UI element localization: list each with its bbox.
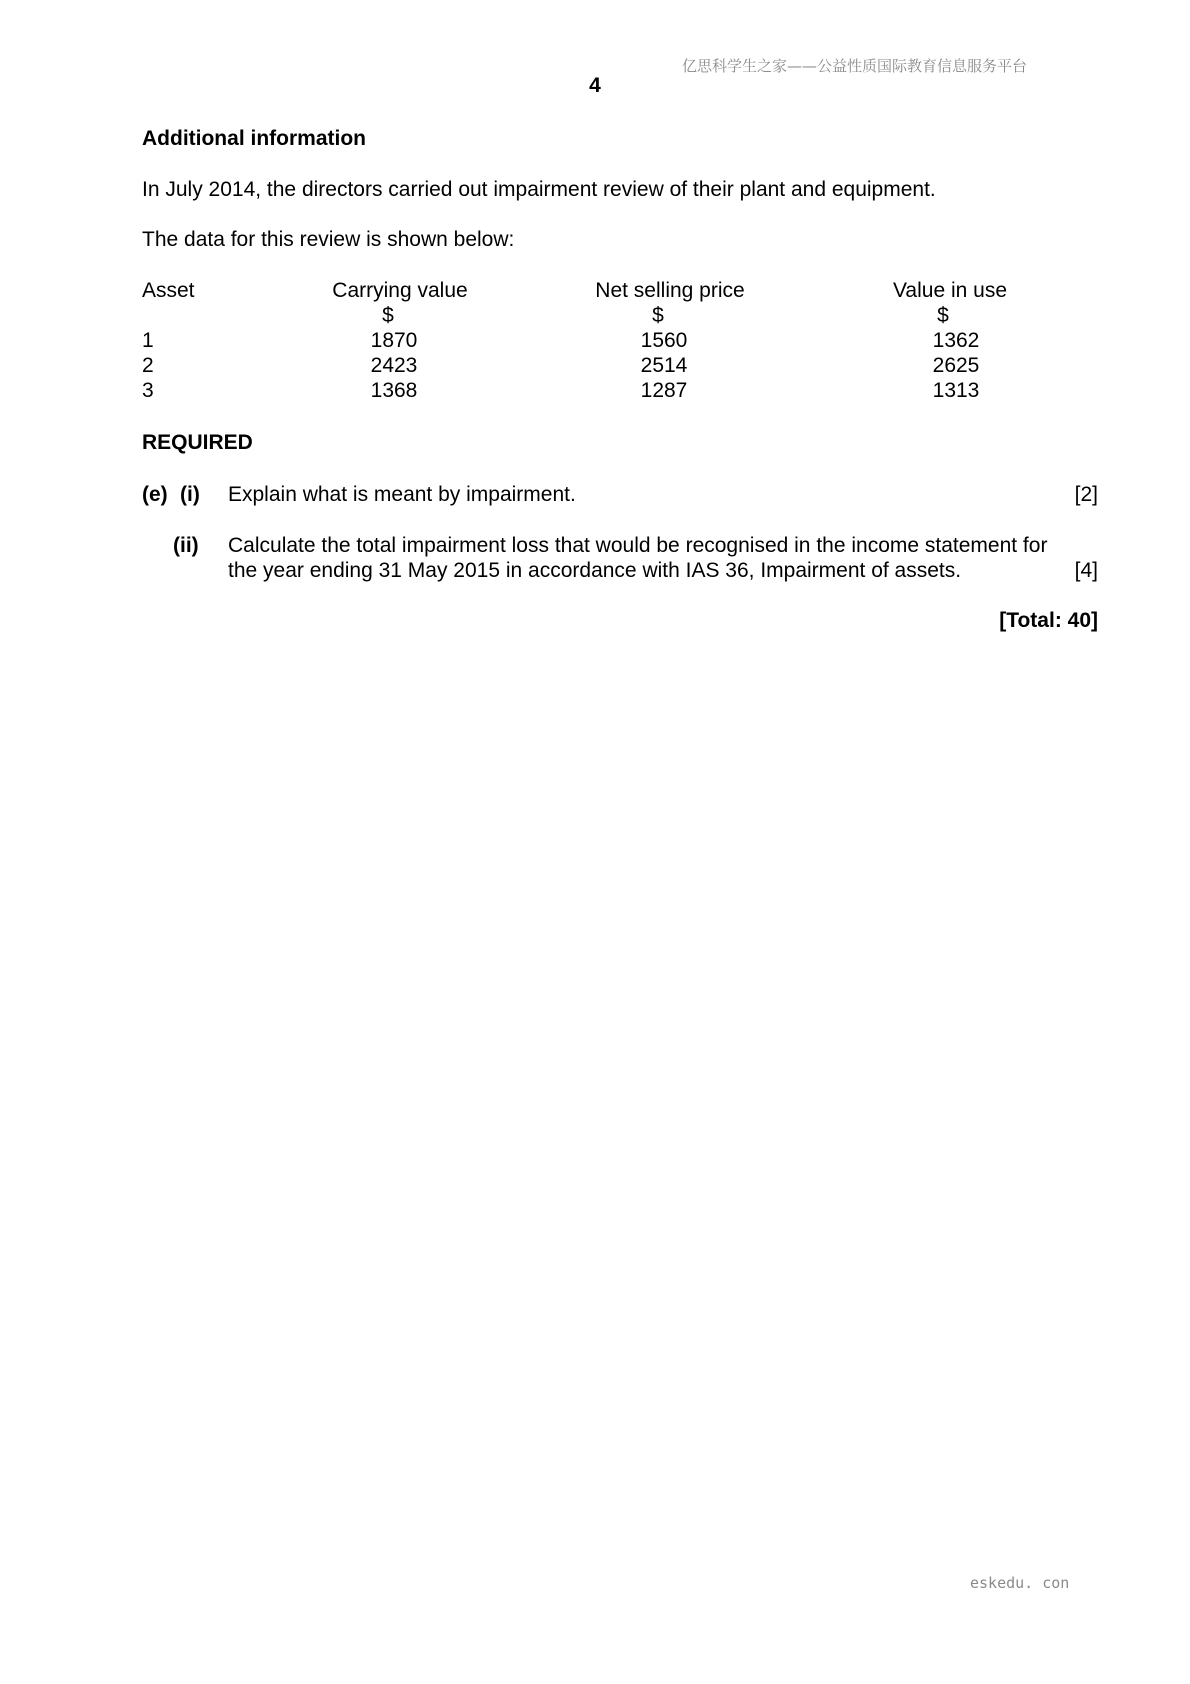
table-header-value-in-use: Value in use: [892, 279, 1008, 302]
table-row: [0, 378, 1190, 403]
total-marks: [Total: 40]: [999, 609, 1098, 632]
section-heading: Additional information: [142, 127, 366, 150]
question-part-e-label: (e): [142, 483, 168, 506]
table-cell-asset: 1: [142, 329, 154, 352]
question-i-marks: [2]: [1074, 483, 1098, 506]
watermark-top: 亿思科学生之家——公益性质国际教育信息服务平台: [682, 57, 1028, 75]
table-cell-asset: 3: [142, 379, 154, 402]
table-cell-value-in-use: 1362: [932, 329, 980, 352]
data-intro-paragraph: The data for this review is shown below:: [142, 228, 515, 251]
question-sub-i-label: (i): [180, 483, 200, 506]
table-header-row: [0, 278, 1190, 303]
table-unit-carrying-value: $: [382, 304, 394, 327]
question-sub-ii-label: (ii): [173, 534, 199, 557]
table-cell-net-selling-price: 1560: [640, 329, 688, 352]
table-cell-carrying-value: 2423: [370, 354, 418, 377]
intro-paragraph: In July 2014, the directors carried out impairment review of their plant and equipment.: [142, 178, 936, 201]
table-cell-net-selling-price: 1287: [640, 379, 688, 402]
table-unit-net-selling-price: $: [652, 304, 664, 327]
required-label: REQUIRED: [142, 431, 253, 454]
watermark-bottom: eskedu. con: [970, 1574, 1070, 1592]
page-number: 4: [589, 74, 601, 97]
table-cell-carrying-value: 1368: [370, 379, 418, 402]
table-cell-net-selling-price: 2514: [640, 354, 688, 377]
table-header-net-selling-price: Net selling price: [595, 279, 745, 302]
table-header-asset: Asset: [142, 279, 195, 302]
question-i-text: Explain what is meant by impairment.: [228, 483, 576, 506]
table-header-carrying-value: Carrying value: [332, 279, 468, 302]
table-cell-value-in-use: 1313: [932, 379, 980, 402]
table-row: [0, 328, 1190, 353]
table-cell-carrying-value: 1870: [370, 329, 418, 352]
question-ii-text-line1: Calculate the total impairment loss that would be recognised in the income statement for: [228, 534, 1048, 557]
table-cell-value-in-use: 2625: [932, 354, 980, 377]
question-ii-text-line2: the year ending 31 May 2015 in accordance with IAS 36, Impairment of assets.: [228, 559, 962, 582]
table-cell-asset: 2: [142, 354, 154, 377]
table-units-row: [0, 303, 1190, 328]
table-unit-value-in-use: $: [937, 304, 949, 327]
table-row: [0, 353, 1190, 378]
question-ii-marks: [4]: [1074, 559, 1098, 582]
